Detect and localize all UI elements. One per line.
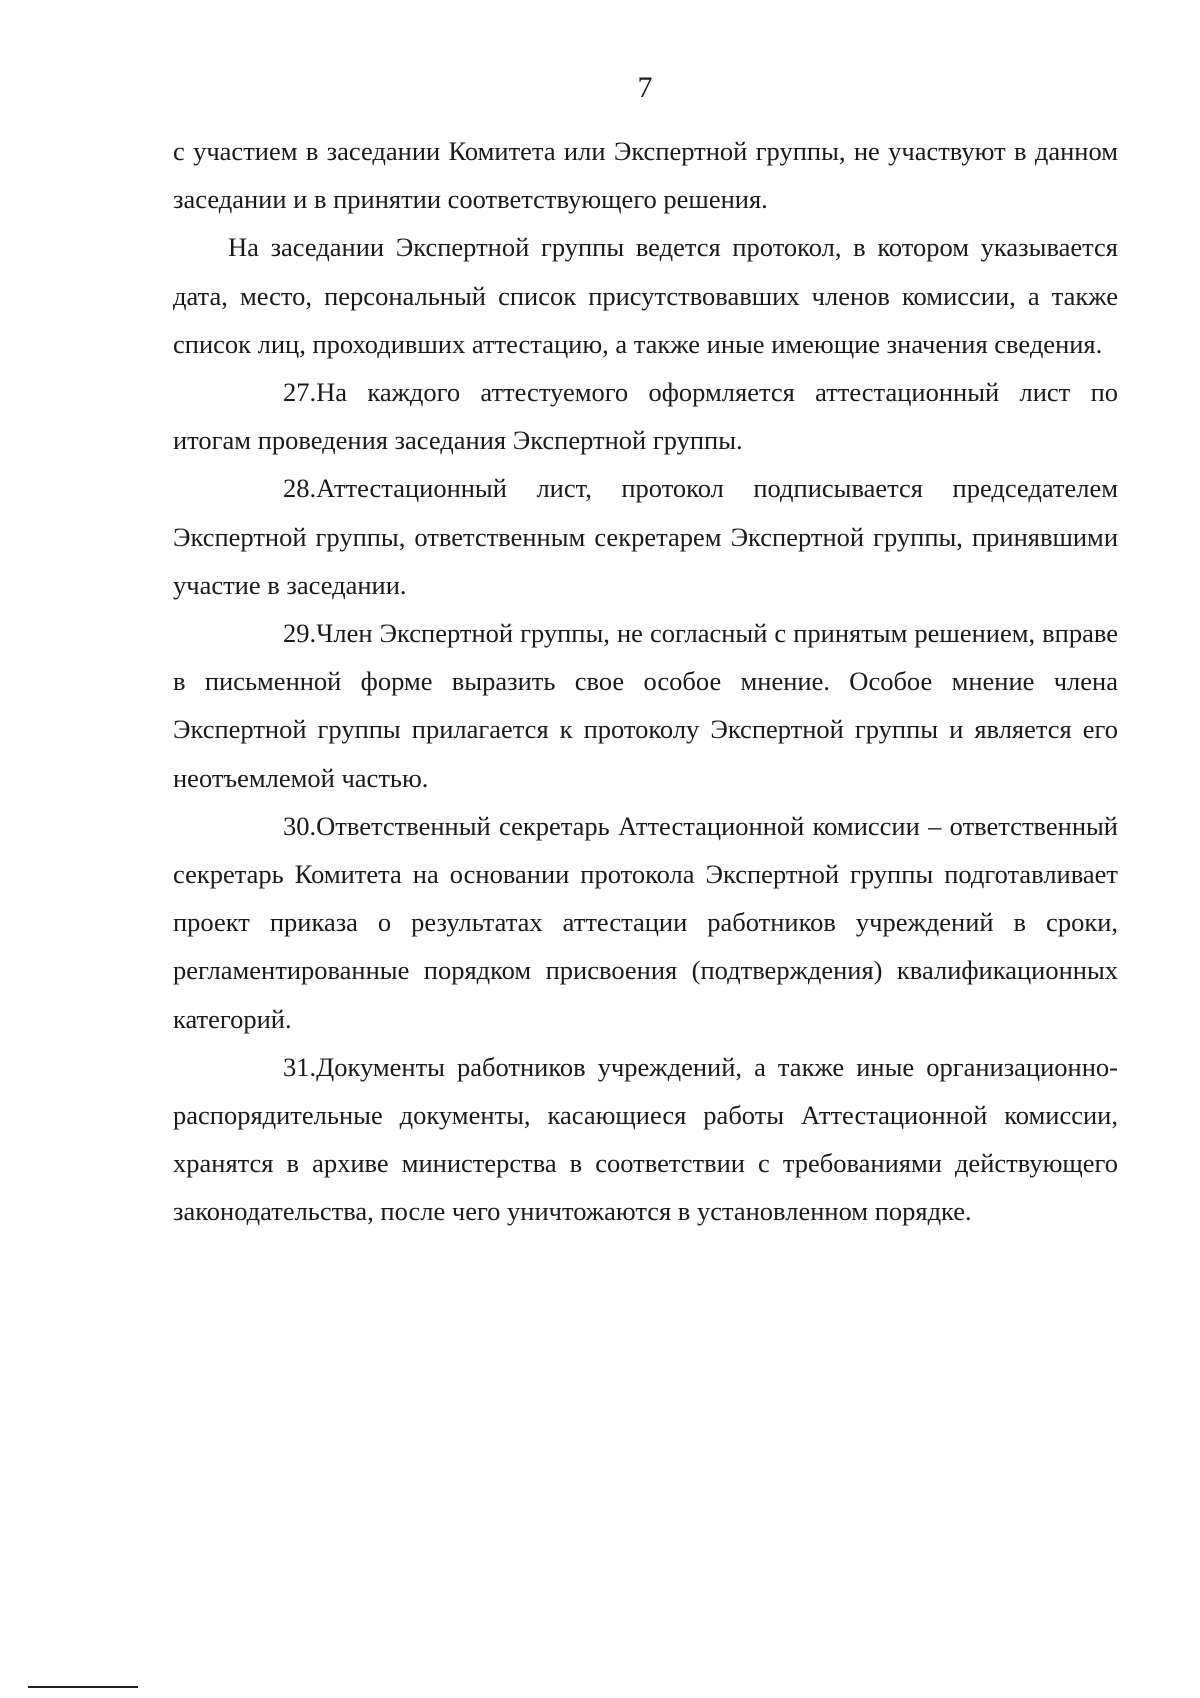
paragraph-text: Документы работников учреждений, а также иные организационно-распорядительные документы, касающиеся работы Аттестационной комиссии, хранятся в архиве министерства в соответствии с требованиями действующего законодательства, после чего уничтожаются в установленном порядке. [173, 1051, 1118, 1227]
paragraph-number: 31. [283, 1051, 317, 1082]
paragraph-text: Аттестационный лист, протокол подписывается председателем Экспертной группы, ответственным секретарем Экспертной группы, принявшими участие в заседании. [173, 473, 1118, 600]
paragraph-27 [173, 368, 1118, 464]
paragraph-text: Член Экспертной группы, не согласный с принятым решением, вправе в письменной форме выразить свое особое мнение. Особое мнение члена Экспертной группы прилагается к протоколу Экспертной группы и является его неотъемлемой частью. [173, 618, 1118, 793]
page-number: 7 [637, 71, 653, 104]
paragraph-29 [173, 609, 1118, 802]
paragraph-number: 29. [283, 618, 317, 649]
paragraph-text: Ответственный секретарь Аттестационной комиссии – ответственный секретарь Комитета на основании протокола Экспертной группы подготавливает проект приказа о результатах аттестации работников учреждений в сроки, регламентированные порядком присвоения (подтверждения) квалификационных категорий. [173, 810, 1118, 1034]
paragraph-text: На заседании Экспертной группы ведется протокол, в котором указывается дата, место, персональный список присутствовавших членов комиссии, а также список лиц, проходивших аттестацию, а также иные имеющие значения сведения. [173, 232, 1118, 359]
paragraph-number: 28. [283, 473, 317, 504]
paragraph-30 [173, 802, 1118, 1043]
footer-rule-divider [28, 1686, 138, 1688]
paragraph-continuation [173, 127, 1118, 223]
paragraph-number: 30. [283, 810, 317, 841]
paragraph-text: На каждого аттестуемого оформляется аттестационный лист по итогам проведения заседания Экспертной группы. [173, 377, 1118, 456]
paragraph-number: 27. [283, 377, 317, 408]
paragraph-28 [173, 464, 1118, 609]
paragraph-protocol [173, 223, 1118, 368]
paragraph-31 [173, 1043, 1118, 1236]
document-body [173, 127, 1118, 1236]
paragraph-text: с участием в заседании Комитета или Экспертной группы, не участвуют в данном заседании и в принятии соответствующего решения. [173, 136, 1118, 215]
